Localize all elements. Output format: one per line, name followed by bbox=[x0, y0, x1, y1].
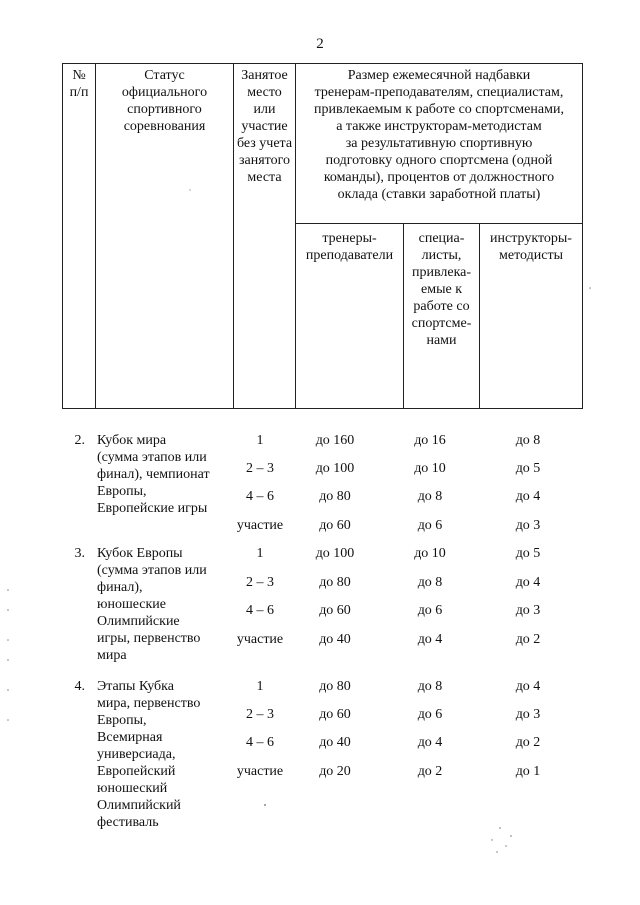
trainers-value: до 60 bbox=[319, 518, 351, 533]
instructors-value: до 4 bbox=[515, 489, 541, 504]
specialists-value: до 10 bbox=[414, 461, 446, 476]
trainers-value: до 60 bbox=[319, 707, 351, 722]
row-status: Кубок мира (сумма этапов или финал), чемпионат Европы, Европейские игры bbox=[97, 433, 210, 516]
header-num: № п/п bbox=[63, 64, 96, 409]
row-status: Этапы Кубка мира, первенство Европы, Всемирная универсиада, Европейский юношеский Олимпийский фестиваль bbox=[97, 679, 201, 830]
specialists-value: до 2 bbox=[417, 764, 443, 779]
trainers-value: до 80 bbox=[319, 679, 351, 694]
trainers-value: до 60 bbox=[319, 603, 351, 618]
place-value: 1 bbox=[256, 546, 264, 561]
instructors-value: до 3 bbox=[515, 603, 541, 618]
instructors-value: до 5 bbox=[515, 546, 541, 561]
place-value: 4 – 6 bbox=[246, 735, 274, 750]
instructors-value: до 2 bbox=[515, 632, 541, 647]
instructors-value: до 8 bbox=[515, 433, 541, 448]
place-value: 4 – 6 bbox=[246, 603, 274, 618]
row-number: 2. bbox=[74, 433, 85, 448]
header-trainers: тренеры- преподаватели bbox=[296, 224, 404, 409]
specialists-value: до 8 bbox=[417, 575, 443, 590]
instructors-value: до 4 bbox=[515, 575, 541, 590]
instructors-value: до 4 bbox=[515, 679, 541, 694]
trainers-value: до 100 bbox=[315, 461, 355, 476]
instructors-value: до 1 bbox=[515, 764, 541, 779]
place-value: 2 – 3 bbox=[246, 707, 274, 722]
trainers-value: до 100 bbox=[315, 546, 355, 561]
place-value: участие bbox=[236, 632, 284, 647]
specialists-value: до 10 bbox=[414, 546, 446, 561]
specialists-value: до 6 bbox=[417, 603, 443, 618]
header-place: Занятое место или участие без учета занятого места bbox=[234, 64, 296, 409]
place-value: 4 – 6 bbox=[246, 489, 274, 504]
trainers-value: до 80 bbox=[319, 489, 351, 504]
specialists-value: до 6 bbox=[417, 518, 443, 533]
specialists-value: до 6 bbox=[417, 707, 443, 722]
place-value: участие bbox=[236, 518, 284, 533]
header-specialists: специа- листы, привлека- емые к работе со спортсме- нами bbox=[404, 224, 480, 409]
header-status: Статус официального спортивного соревнования bbox=[96, 64, 234, 409]
trainers-value: до 160 bbox=[315, 433, 355, 448]
place-value: участие bbox=[236, 764, 284, 779]
row-number: 4. bbox=[74, 679, 85, 694]
row-number: 3. bbox=[74, 546, 85, 561]
row-status: Кубок Европы (сумма этапов или финал), юношеские Олимпийские игры, первенство мира bbox=[97, 546, 207, 663]
place-value: 2 – 3 bbox=[246, 575, 274, 590]
trainers-value: до 40 bbox=[319, 735, 351, 750]
place-value: 2 – 3 bbox=[246, 461, 274, 476]
trainers-value: до 80 bbox=[319, 575, 351, 590]
instructors-value: до 5 bbox=[515, 461, 541, 476]
instructors-value: до 3 bbox=[515, 518, 541, 533]
specialists-value: до 4 bbox=[417, 735, 443, 750]
trainers-value: до 20 bbox=[319, 764, 351, 779]
instructors-value: до 2 bbox=[515, 735, 541, 750]
specialists-value: до 8 bbox=[417, 679, 443, 694]
place-value: 1 bbox=[256, 679, 264, 694]
instructors-value: до 3 bbox=[515, 707, 541, 722]
page-number: 2 bbox=[316, 36, 324, 52]
header-allowance: Размер ежемесячной надбавки тренерам-преподавателям, специалистам, привлекаемым к работе со спортсменами, а также инструкторам-методистам за результативную спортивную подготовку одного спортсмена (одной команды), процентов от должностного оклада (ставки заработной платы) bbox=[296, 64, 583, 224]
trainers-value: до 40 bbox=[319, 632, 351, 647]
specialists-value: до 16 bbox=[414, 433, 446, 448]
specialists-value: до 4 bbox=[417, 632, 443, 647]
place-value: 1 bbox=[256, 433, 264, 448]
specialists-value: до 8 bbox=[417, 489, 443, 504]
header-instructors: инструкторы- методисты bbox=[480, 224, 583, 409]
